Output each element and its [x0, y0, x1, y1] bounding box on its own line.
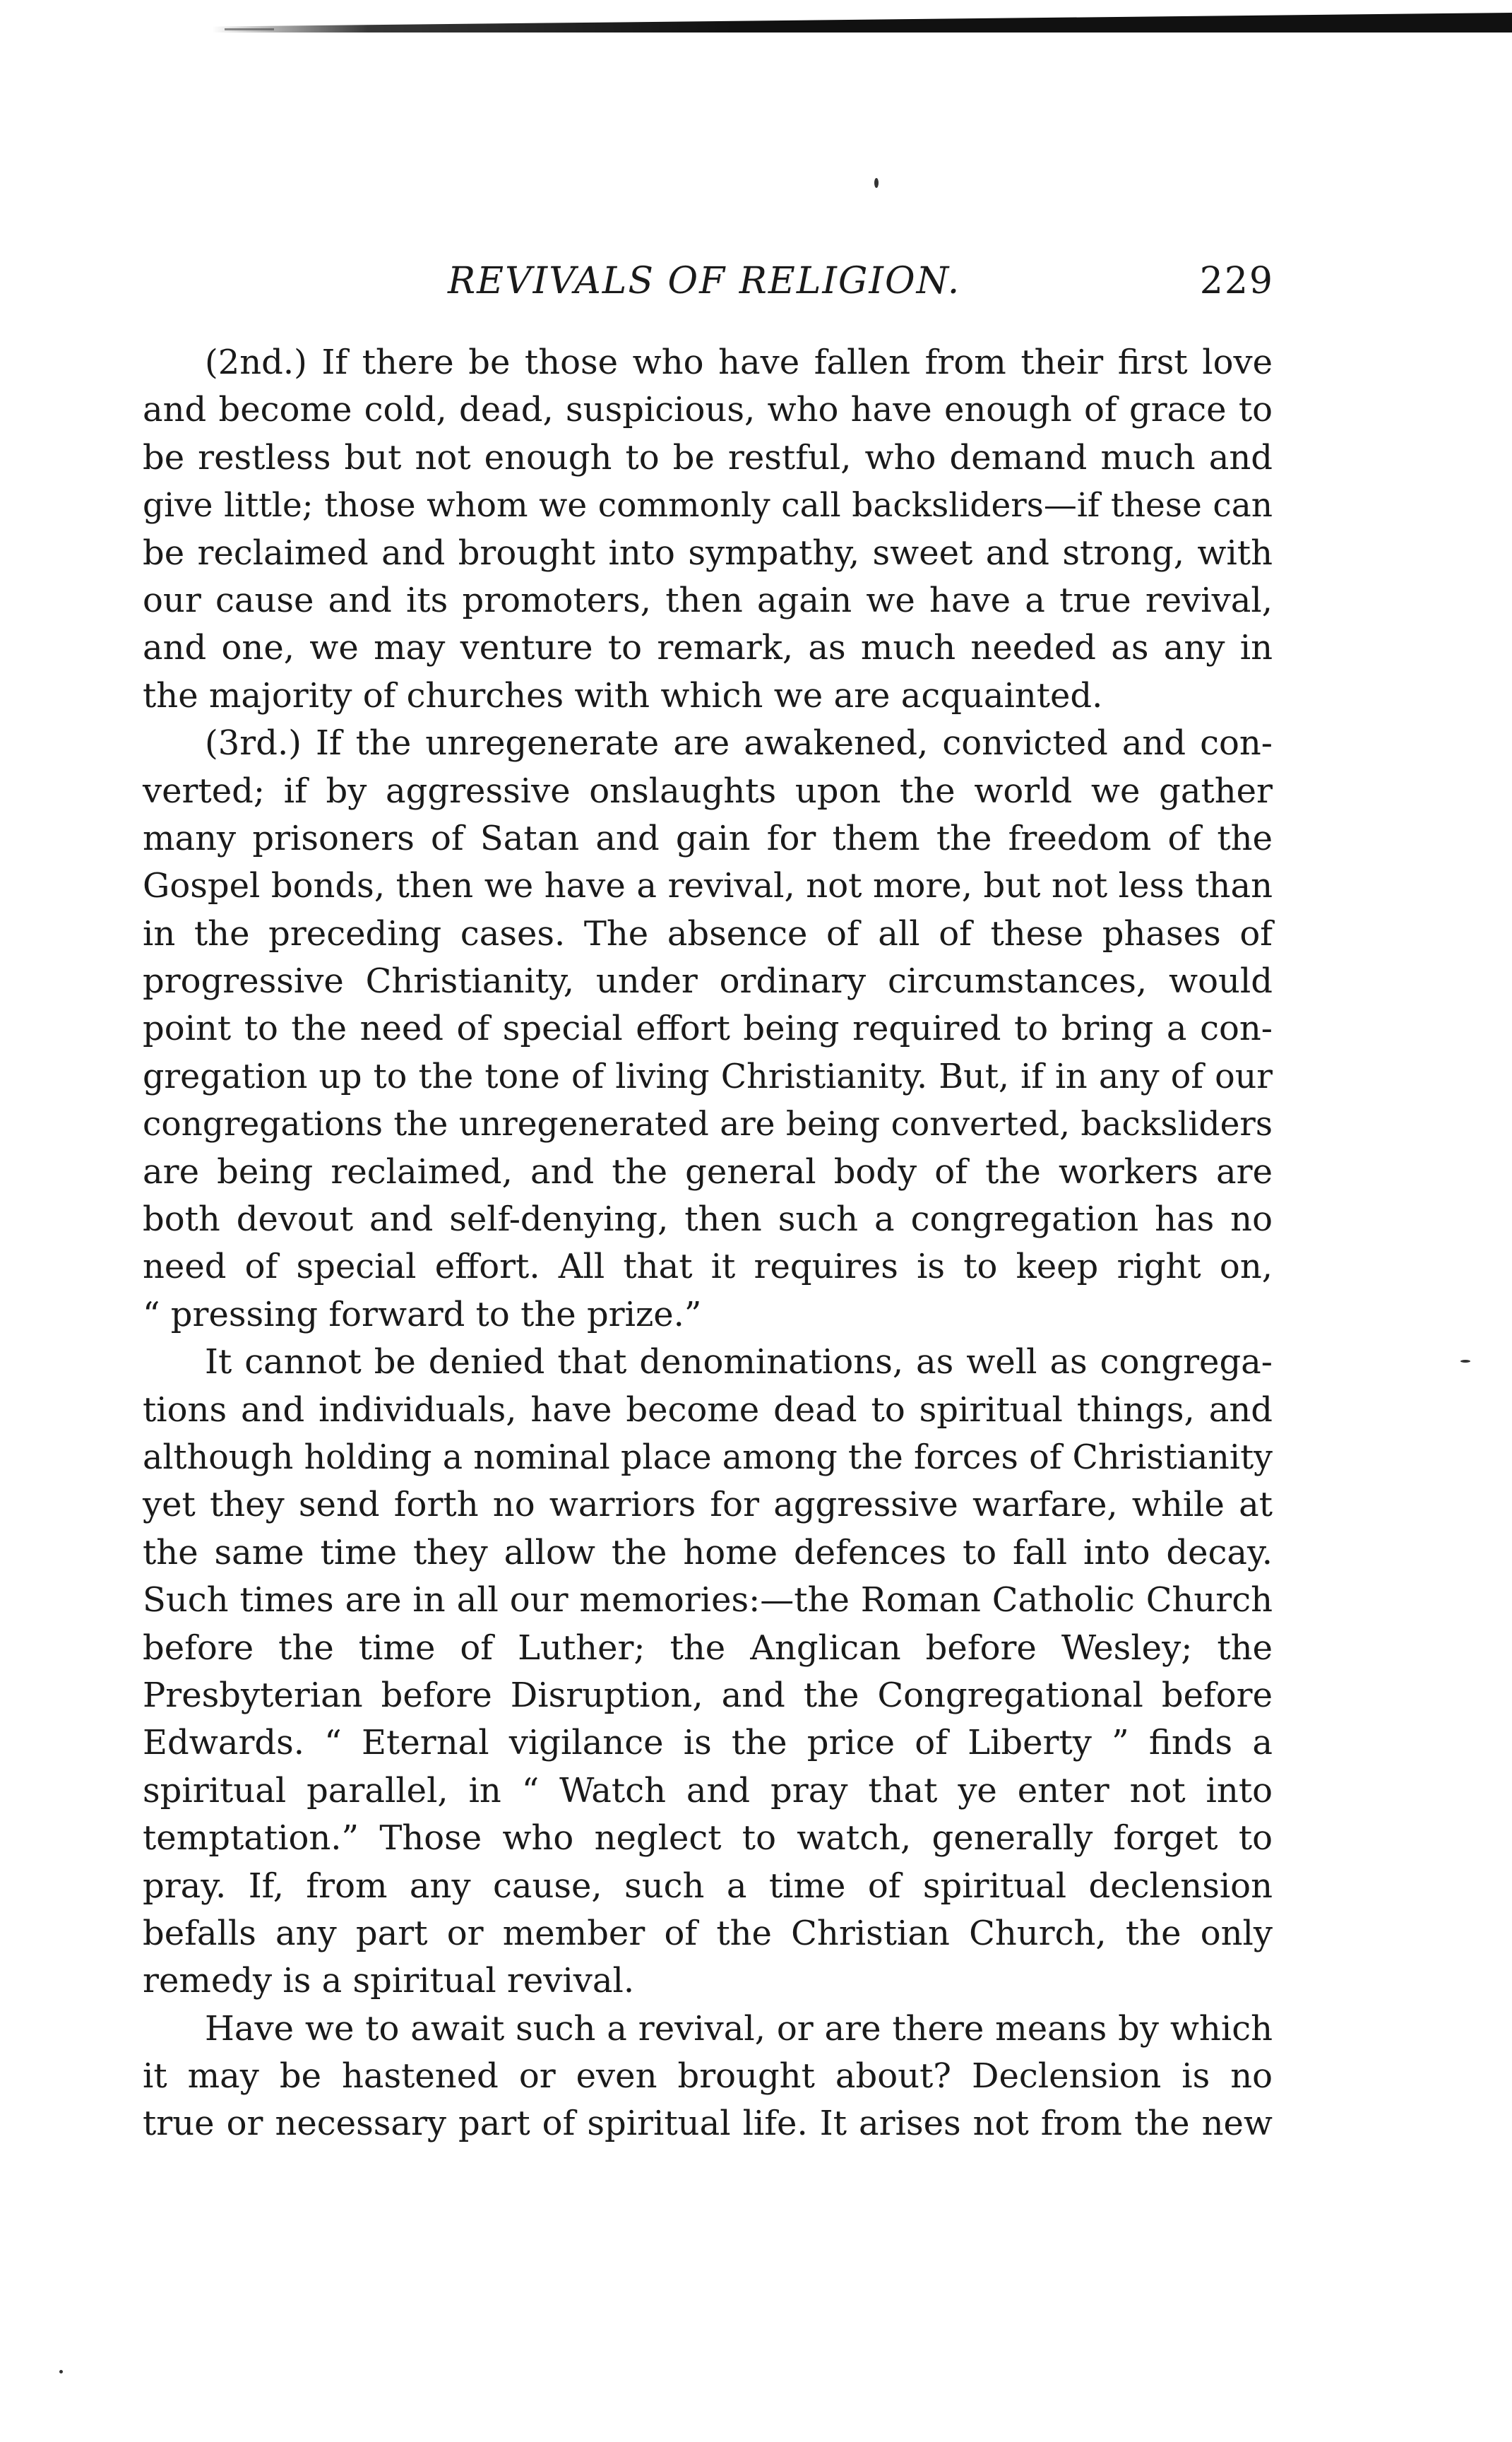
top-edge-dash	[225, 28, 274, 30]
text-line: are being reclaimed, and the general body of the workers are	[143, 1151, 1273, 1192]
text-line: tions and individuals, have become dead to spiritual things, and	[143, 1389, 1273, 1430]
text-line: Have we to await such a revival, or are there means by which	[205, 2008, 1273, 2049]
text-line: both devout and self-denying, then such a congregation has no	[143, 1199, 1273, 1240]
body-text	[143, 339, 1273, 2148]
text-line: and one, we may venture to remark, as much needed as any in	[143, 628, 1273, 668]
text-line: true or necessary part of spiritual life. It arises not from the new	[143, 2104, 1273, 2144]
text-line: It cannot be denied that denominations, as well as congrega-	[205, 1342, 1273, 1382]
text-line: gregation up to the tone of living Christianity. But, if in any of our	[143, 1057, 1273, 1096]
ink-speck	[874, 178, 879, 188]
text-line: our cause and its promoters, then again we have a true revival,	[143, 580, 1273, 620]
text-line: verted; if by aggressive onslaughts upon the world we gather	[143, 771, 1273, 811]
text-line: (2nd.) If there be those who have fallen from their first love	[205, 343, 1273, 382]
text-line: give little; those whom we commonly call backsliders—if these can	[143, 486, 1273, 526]
top-edge-rule	[212, 13, 1512, 32]
text-line: Presbyterian before Disruption, and the Congregational before	[143, 1675, 1273, 1715]
running-title: REVIVALS OF RELIGION.	[448, 260, 961, 302]
ink-speck	[1460, 1360, 1470, 1363]
text-line: (3rd.) If the unregenerate are awakened, convicted and con-	[205, 723, 1273, 764]
text-line: pray. If, from any cause, such a time of spiritual declension	[143, 1866, 1273, 1906]
ink-speck	[59, 2370, 63, 2373]
text-line: be restless but not enough to be restful, who demand much and	[143, 437, 1273, 478]
text-line: Edwards. “ Eternal vigilance is the price of Liberty ” finds a	[143, 1723, 1273, 1763]
text-line: although holding a nominal place among the forces of Christianity	[143, 1438, 1273, 1477]
text-line: Gospel bonds, then we have a revival, not more, but not less than	[143, 866, 1273, 906]
text-line: need of special effort. All that it requires is to keep right on,	[143, 1247, 1273, 1287]
text-line: the same time they allow the home defences to fall into decay.	[143, 1532, 1273, 1572]
text-line: be reclaimed and brought into sympathy, sweet and strong, with	[143, 533, 1273, 573]
text-line: yet they send forth no warriors for aggressive warfare, while at	[143, 1485, 1273, 1525]
text-line: point to the need of special effort being required to bring a con-	[143, 1009, 1273, 1049]
text-line: it may be hastened or even brought about? Declension is no	[143, 2056, 1273, 2097]
text-line: befalls any part or member of the Christian Church, the only	[143, 1913, 1273, 1953]
text-line: “ pressing forward to the prize.”	[143, 1294, 702, 1334]
text-line: and become cold, dead, suspicious, who have enough of grace to	[143, 390, 1273, 430]
text-line: the majority of churches with which we are acquainted.	[143, 675, 1103, 716]
text-line: remedy is a spiritual revival.	[143, 1961, 635, 2001]
text-line: spiritual parallel, in “ Watch and pray that ye enter not into	[143, 1770, 1273, 1810]
text-line: many prisoners of Satan and gain for them the freedom of the	[143, 818, 1273, 858]
text-line: temptation.” Those who neglect to watch, generally forget to	[143, 1818, 1273, 1859]
text-line: progressive Christianity, under ordinary circumstances, would	[143, 961, 1273, 1002]
text-line: in the preceding cases. The absence of all of these phases of	[143, 913, 1273, 954]
text-line: Such times are in all our memories:—the Roman Catholic Church	[143, 1580, 1273, 1620]
text-line: congregations the unregenerated are being converted, backsliders	[143, 1105, 1273, 1144]
text-line: before the time of Luther; the Anglican before Wesley; the	[143, 1628, 1273, 1668]
page-header	[448, 260, 1274, 316]
page-number: 229	[1199, 260, 1274, 302]
